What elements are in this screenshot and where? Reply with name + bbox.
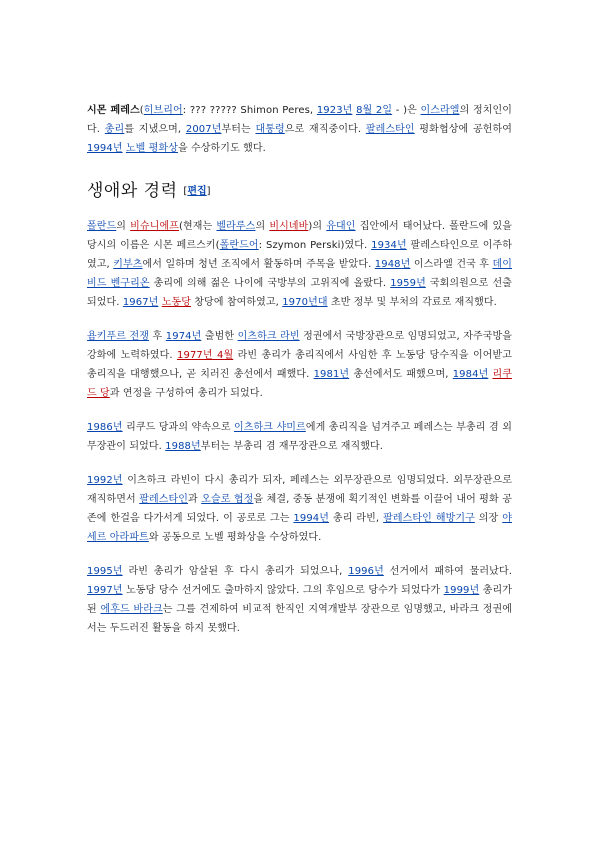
wiki-link[interactable]: 이츠하크 라빈 (237, 331, 300, 342)
wiki-link[interactable]: 1974년 (165, 331, 202, 342)
wiki-link[interactable]: 벨라루스 (216, 221, 256, 232)
text-run: 는 그를 견제하여 비교적 한직인 지역개발부 장관으로 임명했고, 바라크 정권에서는 두드러진 활동을 하지 못했다. (87, 604, 512, 634)
paragraph-defense-minister (87, 327, 512, 403)
text-run: 와 공동으로 노벨 평화상을 수상하였다. (148, 532, 322, 543)
red-link[interactable]: 노동당 (161, 297, 192, 308)
text-run: : ??? ????? Shimon Peres, (182, 105, 317, 116)
wiki-link[interactable]: 1967년 (122, 297, 159, 308)
wiki-link[interactable]: 에후드 바라크 (100, 604, 163, 615)
wiki-link[interactable]: 1970년대 (282, 297, 328, 308)
text-run: 과 (188, 494, 202, 505)
section-heading-text: 생애와 경력 (87, 181, 178, 201)
text-run: 의 정치인이다. (87, 105, 512, 135)
wiki-link[interactable]: 1923년 (316, 105, 353, 116)
wiki-link[interactable]: 1997년 (87, 585, 123, 596)
section-heading (87, 178, 512, 205)
text-run: 를 지냈으며, (124, 124, 186, 135)
wiki-link[interactable]: 1992년 (87, 475, 123, 486)
text-run: 라빈 총리가 총리직에서 사임한 후 노동당 당수직을 이어받고 총리직을 대행했으나, 곧 치러진 총선에서 패했다. (87, 350, 512, 380)
text-run: 이츠하크 라빈이 다시 총리가 되자, 페레스는 외무장관으로 임명되었다. 외무장관으로 재직하면서 (87, 475, 512, 505)
wiki-link[interactable]: 1996년 (348, 566, 384, 577)
text-run: 선거에서 패하여 물러났다. (383, 566, 512, 577)
wiki-link[interactable]: 이츠하크 샤미르 (234, 422, 306, 433)
text-run: 총리 라빈, (329, 513, 384, 524)
text-run: 을 수상하기도 했다. (177, 143, 266, 154)
edit-button[interactable]: 편집 (187, 186, 207, 197)
text-run: 국회의원으로 선출되었다. (87, 278, 512, 308)
wiki-link[interactable]: 1995년 (87, 566, 123, 577)
wiki-link[interactable]: 폴란드 (87, 221, 117, 232)
article-subject-name: 시몬 페레스 (87, 105, 140, 116)
red-link[interactable]: 리쿠드 당 (87, 369, 512, 399)
wiki-link[interactable]: 노벨 평화상 (125, 143, 178, 154)
text-run: 총선에서도 패했으며, (349, 369, 453, 380)
wiki-link[interactable]: 히브리어 (143, 105, 183, 116)
red-link[interactable]: 비슈니에프 (130, 221, 179, 232)
text-run: 라빈 총리가 암살된 후 다시 총리가 되었으나, (122, 566, 349, 577)
text-run: (현재는 (178, 221, 217, 232)
text-run: 총리가 된 (87, 585, 513, 615)
edit-bracket-open: [ (183, 186, 188, 197)
wiki-link[interactable]: 1994년 (87, 143, 123, 154)
text-run: 창당에 참여하였고, (191, 297, 283, 308)
wiki-link[interactable]: 폴란드어 (219, 240, 259, 251)
text-run: : Szymon Perski)였다. (258, 240, 372, 251)
text-run: - )은 (392, 105, 421, 116)
wiki-link[interactable]: 오슬로 협정 (201, 494, 254, 505)
text-run: 평화협상에 공헌하여 (414, 124, 513, 135)
text-run: 부터는 부총리 겸 재무장관으로 재직했다. (200, 441, 384, 452)
text-run: 이스라엘 건국 후 (410, 259, 493, 270)
text-run: 정권에서 국방장관으로 임명되었고, 자주국방을 강화에 노력하였다. (87, 331, 513, 361)
wiki-link[interactable]: 1981년 (313, 369, 350, 380)
wiki-link[interactable]: 8월 2일 (356, 105, 393, 116)
text-run: 의 (255, 221, 270, 232)
text-run: 의 (116, 221, 131, 232)
text-run: 을 체결, 중동 분쟁에 획기적인 변화를 이끌어 내어 평화 공존에 한걸음 다가서게 되었다. 이 공로로 그는 (87, 494, 512, 524)
paragraph-vice-premier (87, 418, 512, 456)
text-run: 에서 일하며 청년 조직에서 활동하며 주목을 받았다. (142, 259, 375, 270)
text-run: 후 (149, 331, 166, 342)
paragraph-later-career (87, 562, 512, 638)
wiki-link[interactable]: 욤키푸르 전쟁 (87, 331, 150, 342)
text-run: 부터는 (221, 124, 256, 135)
paragraph-early-life (87, 217, 512, 312)
wiki-link[interactable]: 1984년 (452, 369, 489, 380)
wiki-link[interactable]: 1994년 (293, 513, 330, 524)
text-run: 노동당 당수 선거에도 출마하지 않았다. 그의 후임으로 당수가 되었다가 (122, 585, 444, 596)
wiki-link[interactable]: 총리 (104, 124, 125, 135)
text-run: 리쿠드 당과의 약속으로 (122, 422, 235, 433)
text-run: ( (139, 105, 144, 116)
red-link[interactable]: 1977년 4월 (177, 350, 234, 361)
text-run: 초반 정부 및 부처의 각료로 재직했다. (327, 297, 497, 308)
wiki-link[interactable]: 이스라엘 (420, 105, 460, 116)
wiki-link[interactable]: 1999년 (443, 585, 480, 596)
wiki-link[interactable]: 팔레스타인 (139, 494, 189, 505)
text-run: )의 (308, 221, 327, 232)
wiki-link[interactable]: 키부츠 (113, 259, 143, 270)
text-run: 출범한 (201, 331, 238, 342)
article-body (87, 101, 512, 653)
text-run: 에게 총리직을 넘겨주고 페레스는 부총리 겸 외무장관이 되었다. (87, 422, 512, 452)
wiki-link[interactable]: 대통령 (255, 124, 285, 135)
wiki-link[interactable]: 팔레스타인 (365, 124, 415, 135)
text-run: 으로 재직중이다. (284, 124, 366, 135)
wiki-link[interactable]: 1934년 (371, 240, 407, 251)
text-run: 총리에 의해 젊은 나이에 국방부의 고위직에 올랐다. (149, 278, 391, 289)
wiki-link[interactable]: 데이비드 벤구리온 (87, 259, 512, 289)
text-run: 의장 (474, 513, 503, 524)
text-run: 집안에서 태어났다. 폴란드에 있을 당시의 이름은 시몬 페르스키( (87, 221, 512, 251)
wiki-link[interactable]: 팔레스타인 해방기구 (383, 513, 475, 524)
wiki-link[interactable]: 야세르 아라파트 (87, 513, 513, 543)
edit-section-link (183, 186, 210, 197)
edit-bracket-close: ] (206, 186, 211, 197)
paragraph-foreign-minister (87, 471, 512, 547)
wiki-link[interactable]: 1948년 (374, 259, 411, 270)
wiki-link[interactable]: 2007년 (185, 124, 222, 135)
wiki-link[interactable]: 1986년 (87, 422, 123, 433)
red-link[interactable]: 비시녜바 (269, 221, 309, 232)
wiki-link[interactable]: 유대인 (326, 221, 356, 232)
intro-paragraph (87, 101, 512, 158)
text-run: 팔레스타인으로 이주하였고, (87, 240, 512, 270)
wiki-link[interactable]: 1988년 (165, 441, 201, 452)
wiki-link[interactable]: 1959년 (390, 278, 426, 289)
text-run: 과 연정을 구성하여 총리가 되었다. (109, 388, 263, 399)
